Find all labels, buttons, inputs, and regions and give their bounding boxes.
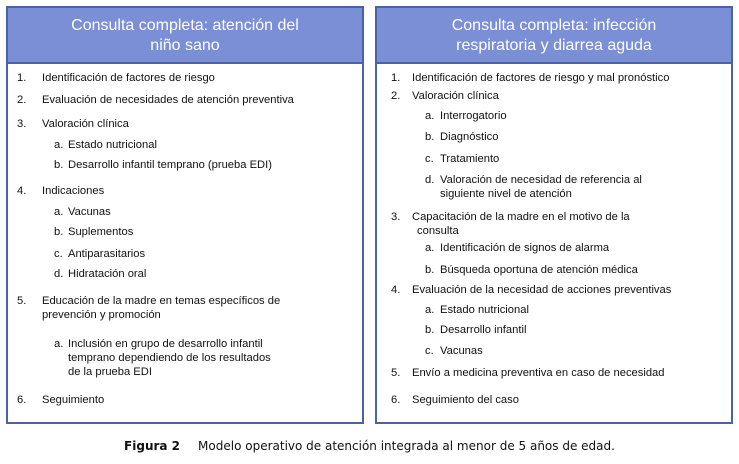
item-number: 4.: [17, 185, 27, 197]
item-text: Educación de la madre en temas específicos de: [42, 295, 281, 307]
item-text: Búsqueda oportuna de atención médica: [440, 264, 638, 276]
item-number: 1.: [17, 72, 27, 84]
item-number: 6.: [391, 394, 401, 406]
panel-title-line: respiratoria y diarrea aguda: [456, 37, 652, 54]
item-text: Antiparasitarios: [68, 248, 146, 260]
item-number: b.: [54, 159, 64, 171]
panel-nino-sano: [6, 6, 364, 424]
item-text: Valoración clínica: [42, 118, 129, 130]
item-number: 5.: [391, 367, 401, 379]
item-text: Interrogatorio: [440, 110, 507, 122]
panel-title-line: niño sano: [150, 37, 220, 54]
item-text: Estado nutricional: [440, 304, 529, 316]
item-text: Vacunas: [68, 206, 111, 218]
panel-infeccion-diarrea: [375, 6, 733, 424]
item-text: Envío a medicina preventiva en caso de necesidad: [412, 367, 665, 379]
item-number: c.: [425, 345, 434, 357]
item-text: Valoración de necesidad de referencia al: [440, 174, 642, 186]
item-text: Valoración clínica: [412, 90, 499, 102]
item-number: b.: [54, 226, 64, 238]
item-text: Identificación de signos de alarma: [440, 242, 610, 254]
item-text: Estado nutricional: [68, 139, 157, 151]
panel-title: [8, 8, 362, 64]
item-text: prevención y promoción: [42, 309, 161, 321]
item-text: Desarrollo infantil: [440, 324, 527, 336]
item-text: Desarrollo infantil temprano (prueba EDI): [68, 159, 272, 171]
item-number: d.: [54, 268, 64, 280]
item-text: Inclusión en grupo de desarrollo infantil: [68, 338, 263, 350]
item-text: siguiente nivel de atención: [440, 188, 572, 200]
item-number: 2.: [17, 94, 27, 106]
panel-title-line: Consulta completa: infección: [451, 17, 657, 34]
figure-label: Figura 2: [124, 439, 181, 453]
item-text: Suplementos: [68, 226, 134, 238]
item-text: Seguimiento del caso: [412, 394, 519, 406]
item-number: 1.: [391, 72, 401, 84]
item-text: Diagnóstico: [440, 131, 499, 143]
item-text: Identificación de factores de riesgo y mal pronóstico: [412, 72, 670, 84]
item-number: a.: [425, 242, 435, 254]
item-number: b.: [425, 264, 435, 276]
item-number: a.: [54, 139, 64, 151]
item-text: temprano dependiendo de los resultados: [68, 352, 271, 364]
item-text: Hidratación oral: [68, 268, 147, 280]
item-text: Evaluación de la necesidad de acciones preventivas: [412, 284, 672, 296]
item-text: Identificación de factores de riesgo: [42, 72, 215, 84]
item-text: Seguimiento: [42, 394, 105, 406]
item-number: 5.: [17, 295, 27, 307]
figure-caption: [0, 439, 739, 453]
item-text: Evaluación de necesidades de atención preventiva: [42, 94, 294, 106]
item-number: c.: [425, 153, 434, 165]
item-text: Indicaciones: [42, 185, 105, 197]
item-number: 3.: [17, 118, 27, 130]
item-number: a.: [425, 304, 435, 316]
item-number: a.: [54, 338, 64, 350]
item-number: 3.: [391, 211, 401, 223]
item-number: 4.: [391, 284, 401, 296]
item-number: d.: [425, 174, 435, 186]
item-number: a.: [425, 110, 435, 122]
item-text: de la prueba EDI: [68, 366, 152, 378]
item-text: Tratamiento: [440, 153, 500, 165]
item-number: b.: [425, 324, 435, 336]
item-number: 2.: [391, 90, 401, 102]
item-number: c.: [54, 248, 63, 260]
figure-caption-text: Modelo operativo de atención integrada al menor de 5 años de edad.: [198, 439, 615, 453]
item-number: 6.: [17, 394, 27, 406]
item-number: b.: [425, 131, 435, 143]
item-text: consulta: [417, 225, 459, 237]
item-text: Capacitación de la madre en el motivo de la: [412, 211, 630, 223]
item-number: a.: [54, 206, 64, 218]
panel-title: [377, 8, 731, 64]
panel-title-line: Consulta completa: atención del: [71, 17, 299, 34]
item-text: Vacunas: [440, 345, 483, 357]
